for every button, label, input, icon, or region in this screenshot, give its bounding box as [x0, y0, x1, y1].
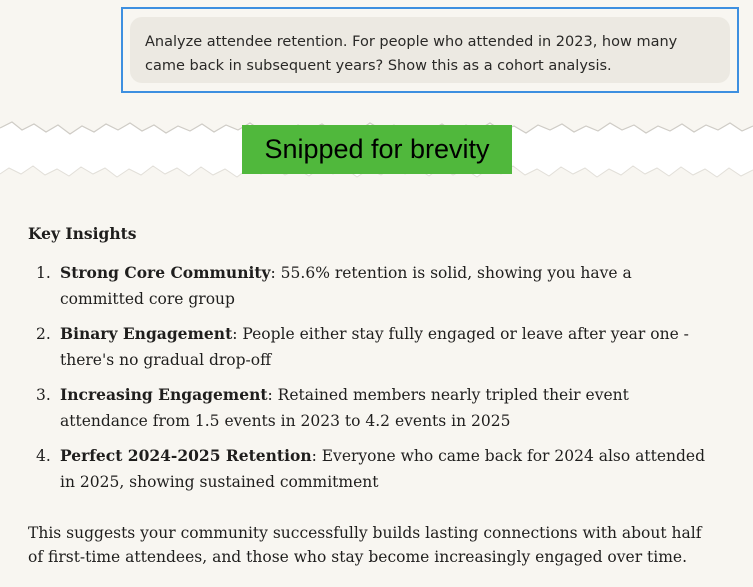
- response-body: [28, 223, 728, 585]
- insight-text: : Everyone who came back for 2024 also attended in 2025, showing sustained commitment: [60, 447, 706, 491]
- insight-item: [28, 321, 720, 373]
- insight-lead: Strong Core Community: [60, 263, 271, 282]
- insight-lead: Increasing Engagement: [60, 385, 268, 404]
- snip-label-text: Snipped for brevity: [264, 134, 490, 164]
- insights-list: [28, 260, 728, 495]
- insight-item: [28, 443, 720, 495]
- insight-lead: Binary Engagement: [60, 324, 233, 343]
- prompt-highlight-frame: [121, 7, 739, 93]
- insight-number: 3.: [36, 386, 51, 404]
- summary-paragraph: This suggests your community successfully builds lasting connections with about half of first-time attendees, and those who stay become increasingly engaged over time.: [28, 524, 702, 566]
- user-prompt-bubble: [130, 17, 730, 83]
- insight-text: : 55.6% retention is solid, showing you have a committed core group: [60, 264, 632, 308]
- user-prompt-text: Analyze attendee retention. For people who attended in 2023, how many came back in subsequent years? Show this as a cohort analysis.: [145, 34, 678, 74]
- insight-number: 2.: [36, 325, 51, 343]
- assistant-response: [0, 178, 753, 587]
- insight-number: 1.: [36, 264, 51, 282]
- key-insights-heading: Key Insights: [28, 224, 137, 243]
- insight-number: 4.: [36, 447, 51, 465]
- snipped-for-brevity-label: [242, 125, 512, 174]
- insight-text: : Retained members nearly tripled their event attendance from 1.5 events in 2023 to 4.2 events in 2025: [60, 386, 629, 430]
- insight-item: [28, 260, 720, 312]
- insight-lead: Perfect 2024-2025 Retention: [60, 446, 312, 465]
- insight-text: : People either stay fully engaged or leave after year one - there's no gradual drop-off: [60, 325, 689, 369]
- insight-item: [28, 382, 720, 434]
